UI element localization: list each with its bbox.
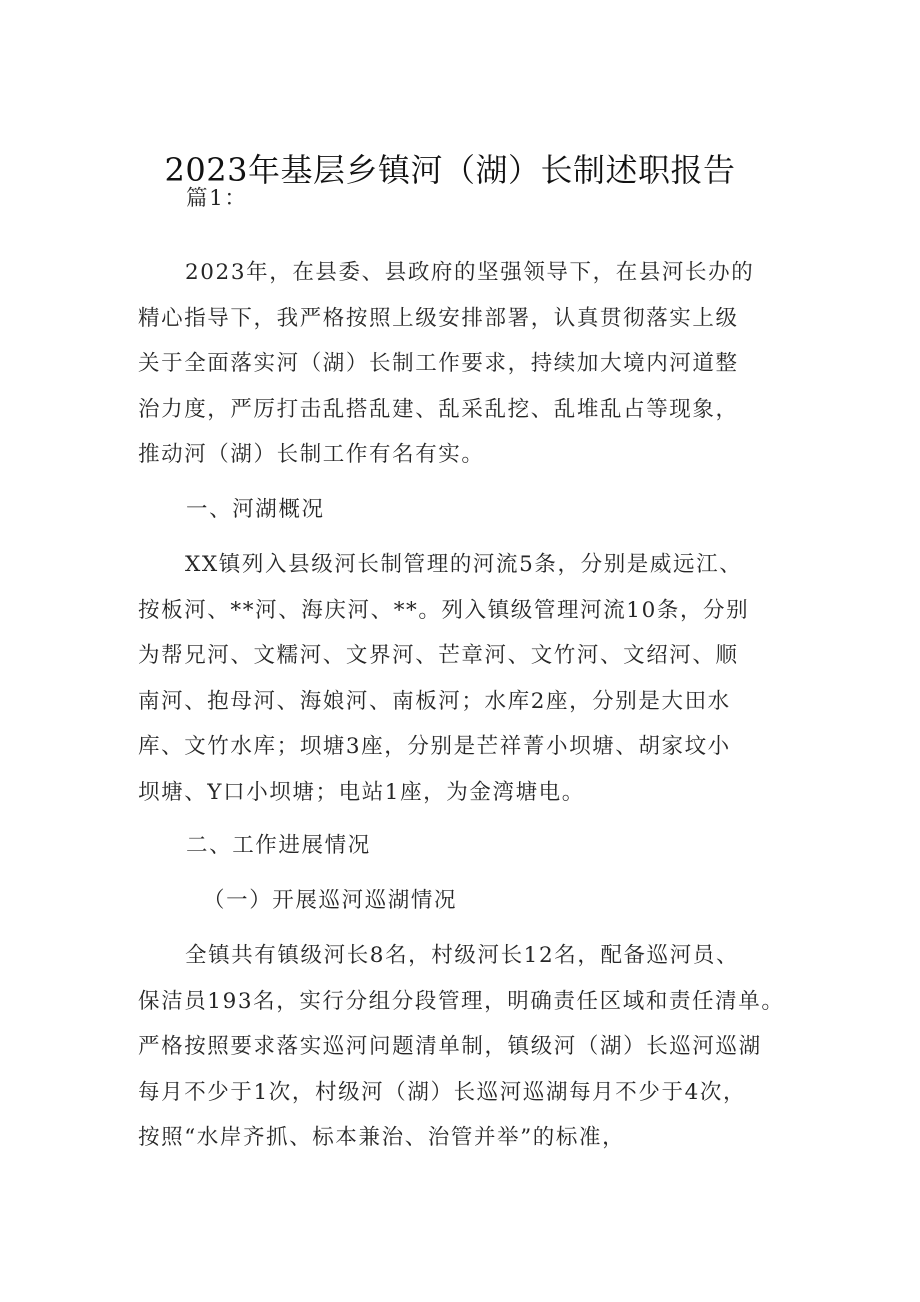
section-2-sub-1-body: 全镇共有镇级河长8名，村级河长12名，配备巡河员、 保洁员193名，实行分组分段管理，明确责任区域和责任清单。 严格按照要求落实巡河问题清单制，镇级河（湖）长巡河巡湖 每月不少于1次，村级河（湖）长巡河巡湖每月不少于4次， 按照“水岸齐抓、标本兼治、治管并举”的标准， [138, 943, 785, 1150]
section-1-body: XX镇列入县级河长制管理的河流5条，分别是威远江、 按板河、**河、海庆河、**。列入镇级管理河流10条，分别 为帮兄河、文糯河、文界河、芒章河、文竹河、文绍河、顺 南河、抱母河、海娘河、南板河；水库2座，分别是大田水 库、文竹水库；坝塘3座，分别是芒祥菁小坝塘、胡家坟小 坝塘、Y口小坝塘；电站1座，为金湾塘电。 [138, 552, 750, 805]
section-1-heading: 一、河湖概况 [186, 497, 325, 522]
document-title: 2023年基层乡镇河（湖）长制述职报告 [164, 151, 736, 190]
part-label: 篇1： [186, 186, 248, 211]
section-2-subheading-1: （一）开展巡河巡湖情况 [203, 888, 458, 913]
intro-paragraph: 2023年，在县委、县政府的坚强领导下，在县河长办的 精心指导下，我严格按照上级安排部署，认真贯彻落实上级 关于全面落实河（湖）长制工作要求，持续加大境内河道整 治力度，严厉打击乱搭乱建、乱采乱挖、乱堆乱占等现象， 推动河（湖）长制工作有名有实。 [138, 260, 755, 467]
section-2-heading: 二、工作进展情况 [186, 833, 371, 858]
